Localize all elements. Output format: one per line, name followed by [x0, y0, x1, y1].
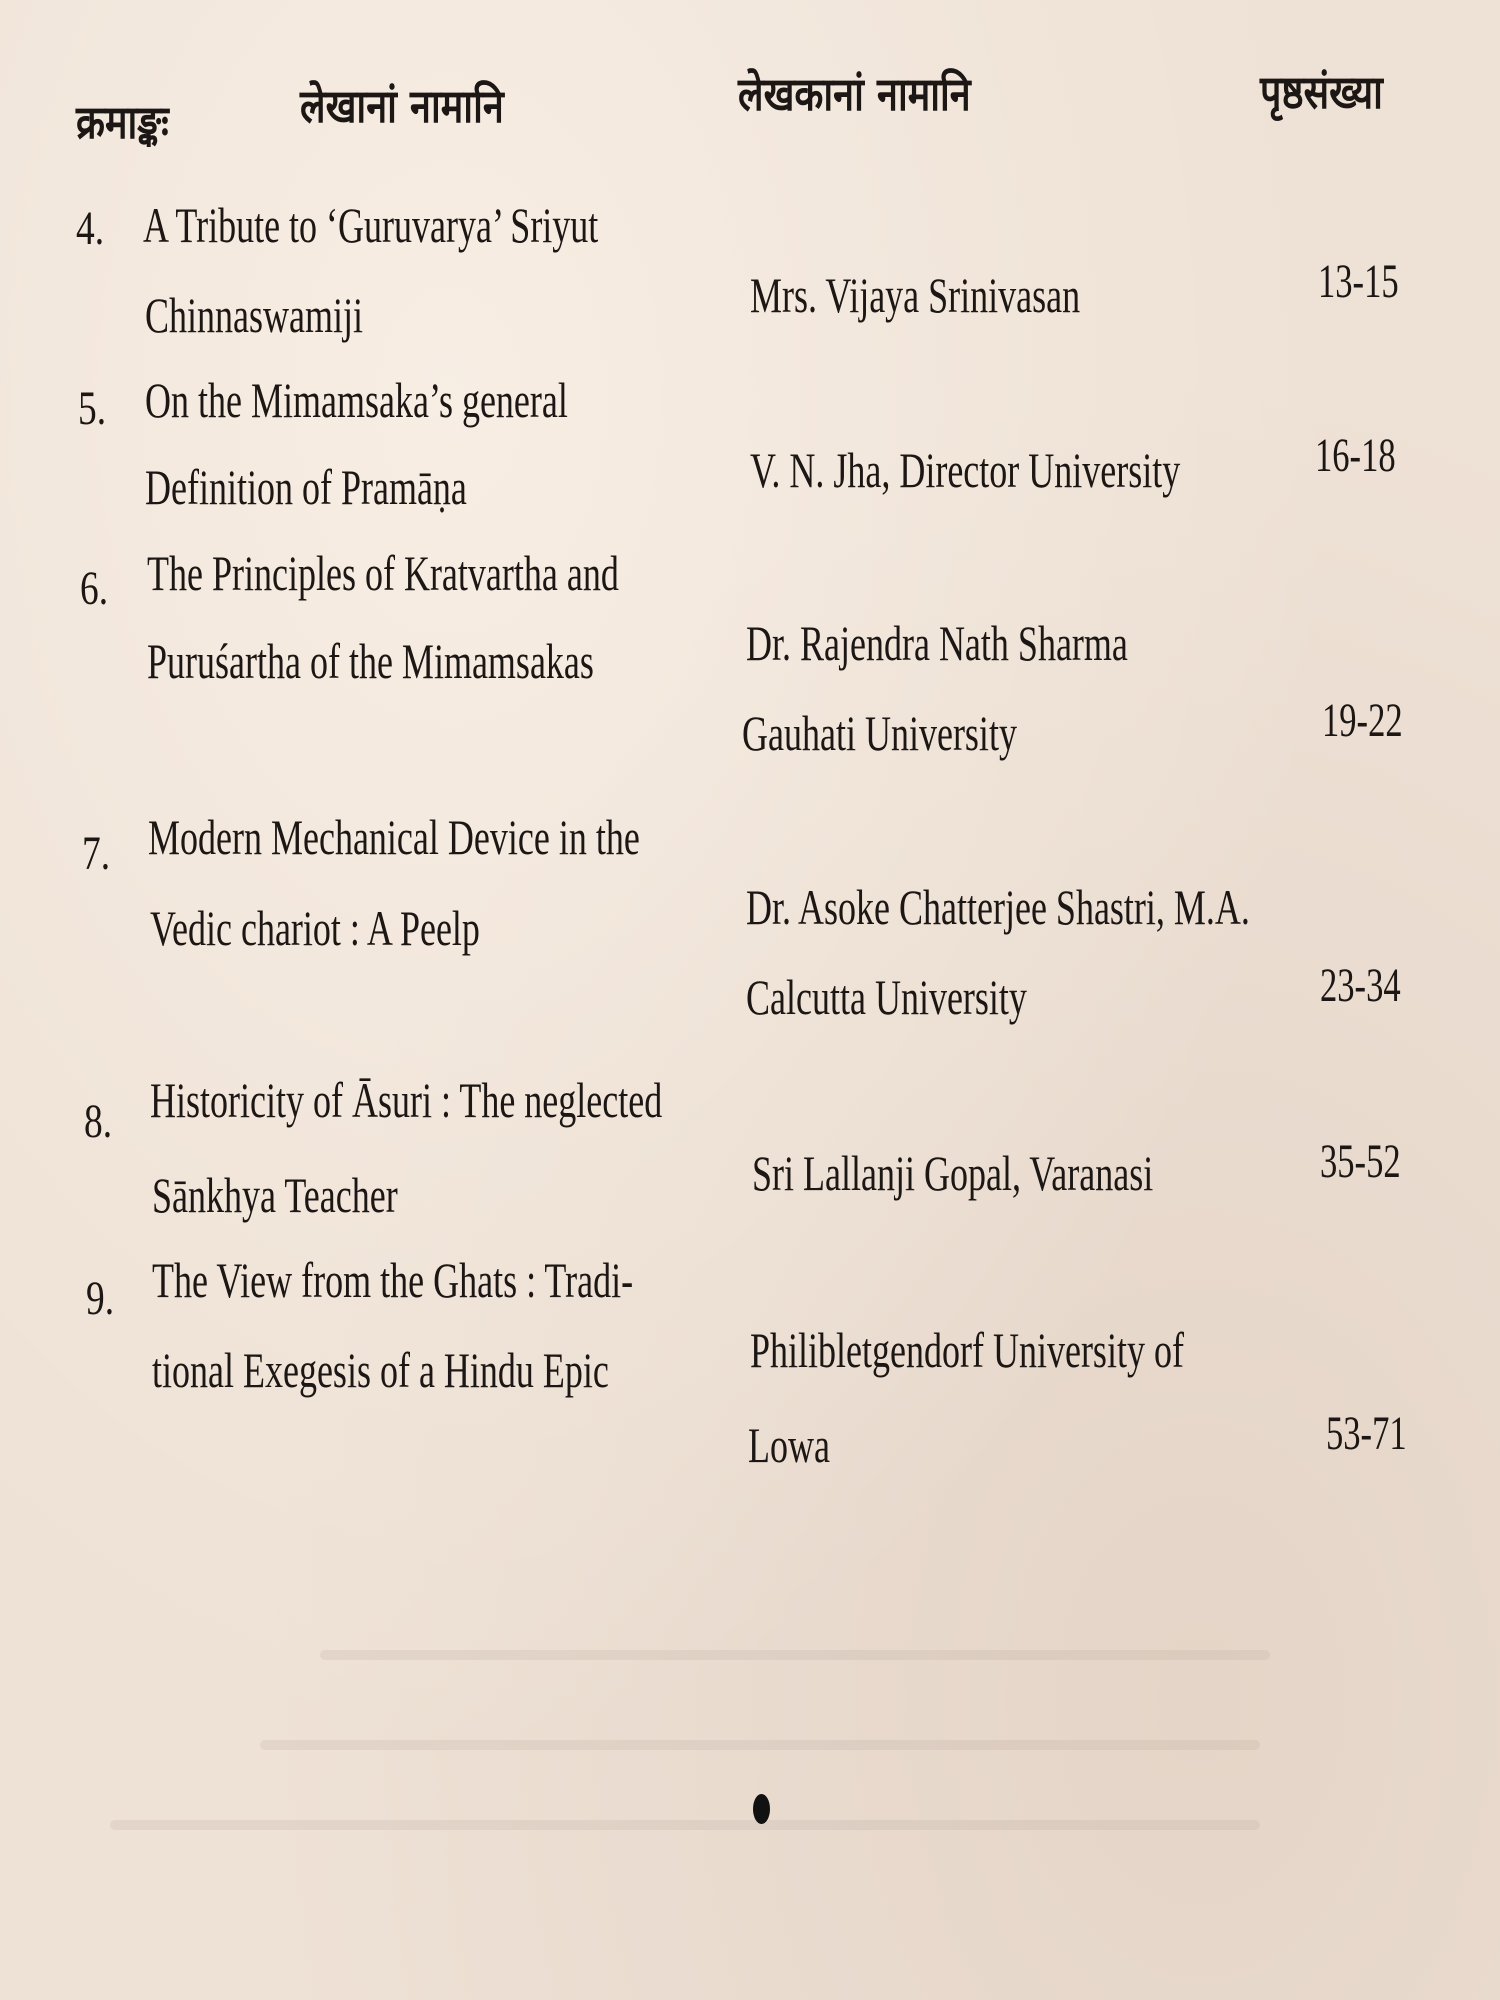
- entry-pages: 19-22: [1322, 694, 1403, 747]
- entry-title-line: Modern Mechanical Device in the: [148, 809, 640, 865]
- entry-title-line: Historicity of Āsuri : The neglected: [150, 1072, 663, 1128]
- bleed-through-shadow: [110, 1820, 1260, 1830]
- entry-title-line: The View from the Ghats : Tradi-: [152, 1252, 634, 1308]
- entry-pages: 13-15: [1318, 255, 1399, 308]
- entry-pages: 35-52: [1320, 1135, 1401, 1188]
- entry-title-line: tional Exegesis of a Hindu Epic: [152, 1342, 609, 1398]
- entry-author-line: V. N. Jha, Director University: [750, 442, 1181, 498]
- entry-author-line: Philibletgendorf University of: [750, 1322, 1184, 1378]
- entry-pages: 23-34: [1320, 959, 1401, 1012]
- entry-title-line: On the Mimamsaka’s general: [145, 372, 568, 428]
- entry-author-line: Gauhati University: [742, 705, 1017, 761]
- entry-number: 7.: [82, 827, 111, 880]
- entry-pages: 16-18: [1315, 429, 1396, 482]
- entry-pages: 53-71: [1326, 1407, 1407, 1460]
- entry-number: 5.: [78, 382, 107, 435]
- entry-number: 8.: [84, 1095, 113, 1148]
- entry-author-line: Lowa: [748, 1417, 830, 1473]
- entry-title-line: Vedic chariot : A Peelp: [150, 900, 480, 956]
- entry-author-line: Sri Lallanji Gopal, Varanasi: [752, 1145, 1154, 1201]
- header-serial-number: क्रमाङ्कः: [76, 95, 169, 149]
- entry-title-line: Puruśartha of the Mimamsakas: [147, 633, 594, 689]
- entry-author-line: Calcutta University: [746, 969, 1027, 1025]
- bleed-through-shadow: [260, 1740, 1260, 1750]
- entry-title-line: Sānkhya Teacher: [152, 1167, 398, 1223]
- entry-author-line: Dr. Asoke Chatterjee Shastri, M.A.: [746, 879, 1250, 935]
- header-page-numbers: पृष्ठसंख्या: [1260, 65, 1383, 119]
- entry-number: 6.: [80, 562, 109, 615]
- ink-dot-mark: [753, 1794, 770, 1824]
- header-author-names: लेखकानां नामानि: [738, 67, 971, 121]
- header-article-titles: लेखानां नामानि: [300, 79, 504, 133]
- entry-number: 9.: [86, 1272, 115, 1325]
- entry-author-line: Mrs. Vijaya Srinivasan: [750, 267, 1081, 323]
- entry-title-line: Chinnaswamiji: [145, 287, 363, 343]
- entry-title-line: The Principles of Kratvartha and: [147, 545, 619, 601]
- entry-number: 4.: [76, 202, 105, 255]
- bleed-through-shadow: [320, 1650, 1270, 1660]
- entry-title-line: A Tribute to ‘Guruvarya’ Sriyut: [143, 197, 599, 253]
- entry-title-line: Definition of Pramāṇa: [145, 459, 467, 515]
- entry-author-line: Dr. Rajendra Nath Sharma: [746, 615, 1128, 671]
